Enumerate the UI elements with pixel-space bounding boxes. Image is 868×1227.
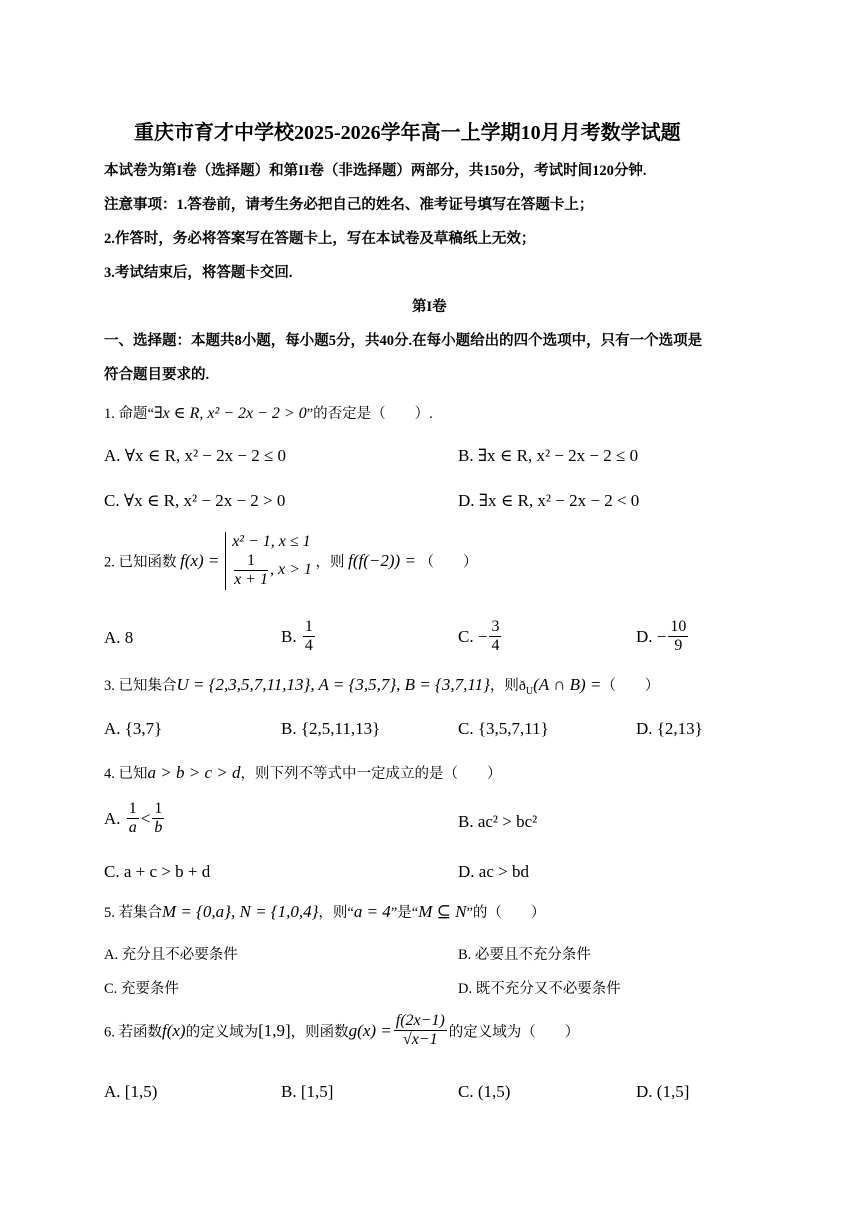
q2-case-2-num: 1: [234, 552, 268, 571]
q2-option-c-den: 4: [491, 637, 500, 655]
q2-option-c[interactable]: [458, 618, 503, 656]
q2-option-b[interactable]: [281, 618, 317, 656]
q4-option-a-den2: b: [154, 819, 163, 837]
question-3-stem: [104, 674, 659, 697]
note-1: 注意事项：1.答卷前，请考生务必把自己的姓名、准考证号填写在答题卡上；: [104, 197, 594, 213]
note-3: 3.考试结束后，将答题卡交回.: [104, 265, 293, 281]
q5-option-c[interactable]: C. 充要条件: [104, 981, 179, 997]
q4-option-b[interactable]: B. ac² > bc²: [458, 812, 538, 831]
q2-option-b-label: B.: [281, 626, 297, 646]
section-title: 第I卷: [412, 299, 447, 315]
q3-mid: ，则: [489, 678, 519, 694]
q4-option-a-op: <: [140, 808, 151, 828]
exam-intro: 本试卷为第I卷（选择题）和第II卷（非选择题）两部分，共150分，考试时间120分钟.: [104, 163, 647, 179]
q3-option-a[interactable]: A. {3,7}: [104, 719, 163, 738]
q3-math: U = {2,3,5,7,11,13}, A = {3,5,7}, B = {3,7,11}: [176, 675, 490, 694]
note-2: 2.作答时，务必将答案写在答题卡上，写在本试卷及草稿纸上无效；: [104, 231, 536, 247]
q1-option-c[interactable]: C. ∀x ∈ R, x² − 2x − 2 > 0: [104, 491, 286, 510]
q4-option-a[interactable]: [104, 800, 166, 838]
q2-prefix: 2. 已知函数: [104, 554, 177, 571]
q3-complement-sub: U: [525, 685, 534, 697]
q2-mid: ，则: [315, 554, 345, 571]
q1-option-b[interactable]: B. ∃x ∈ R, x² − 2x − 2 ≤ 0: [458, 446, 639, 465]
q2-suffix: （ ）: [419, 554, 478, 571]
section-instruction-1: 一、选择题：本题共8小题，每小题5分，共40分.在每小题给出的四个选项中，只有一个选项是: [104, 333, 703, 349]
q2-option-a[interactable]: A. 8: [104, 628, 134, 647]
q1-math: ∃x ∈ R, x² − 2x − 2 > 0: [153, 405, 307, 422]
q4-option-a-label: A.: [104, 808, 121, 828]
q6-prefix: 6. 若函数: [104, 1024, 162, 1041]
q5-option-a[interactable]: A. 充分且不必要条件: [104, 947, 238, 963]
q4-option-a-num2: 1: [152, 800, 164, 819]
q6-suffix: 的定义域为（ ）: [448, 1024, 580, 1041]
q2-func: f(x) =: [180, 550, 220, 570]
q3-complement-symbol: ð: [518, 679, 526, 694]
q4-prefix: 4. 已知: [104, 766, 148, 782]
q6-func: g(x) =: [348, 1020, 392, 1040]
q6-frac: [394, 1012, 447, 1050]
q5-option-d[interactable]: D. 既不充分又不必要条件: [458, 981, 621, 997]
q3-math-expr: (A ∩ B) =: [533, 675, 602, 694]
q3-suffix: （ ）: [601, 678, 660, 694]
question-4-stem: [104, 762, 501, 783]
q2-option-d-label: D.: [636, 626, 653, 646]
q6-option-a[interactable]: A. [1,5): [104, 1082, 158, 1101]
q2-option-d-num: 10: [668, 618, 688, 637]
q1-option-d[interactable]: D. ∃x ∈ R, x² − 2x − 2 < 0: [458, 491, 640, 510]
q6-mid2: ，则函数: [290, 1024, 349, 1041]
section-instruction-2: 符合题目要求的.: [104, 367, 210, 383]
q5-math3: M ⊆ N: [418, 902, 467, 921]
q3-prefix: 3. 已知集合: [104, 678, 177, 694]
question-1-stem: [104, 402, 433, 423]
q2-option-d-sign: −: [656, 626, 667, 646]
q3-option-c[interactable]: C. {3,5,7,11}: [458, 719, 549, 738]
question-6-stem: [104, 1012, 579, 1050]
q5-option-b[interactable]: B. 必要且不充分条件: [458, 947, 591, 963]
question-5-stem: [104, 901, 545, 922]
q6-mid: 的定义域为: [185, 1024, 259, 1041]
q2-case-2-den: x + 1: [234, 571, 268, 589]
q3-option-d[interactable]: D. {2,13}: [636, 719, 703, 738]
q2-option-d-den: 9: [674, 637, 683, 655]
q4-math: a > b > c > d: [147, 763, 241, 782]
page-title: 重庆市育才中学校2025-2026学年高一上学期10月月考数学试题: [134, 122, 681, 144]
q2-option-d[interactable]: [636, 618, 690, 656]
q4-suffix: ，则下列不等式中一定成立的是（ ）: [240, 766, 502, 782]
q2-eval: f(f(−2)) =: [348, 550, 416, 570]
q6-option-c[interactable]: C. (1,5): [458, 1082, 511, 1101]
q6-option-b[interactable]: B. [1,5]: [281, 1082, 334, 1101]
q5-math: M = {0,a}, N = {1,0,4}: [162, 902, 319, 921]
q4-option-a-den1: a: [128, 819, 137, 837]
q4-option-c[interactable]: C. a + c > b + d: [104, 862, 211, 881]
q6-option-d[interactable]: D. (1,5]: [636, 1082, 690, 1101]
q2-case-2-cond: , x > 1: [269, 561, 312, 579]
q5-prefix: 5. 若集合: [104, 905, 162, 921]
q2-option-c-num: 3: [489, 618, 501, 637]
q2-option-b-den: 4: [304, 637, 313, 655]
q5-mid2: ”是“: [390, 905, 419, 921]
q1-suffix: ”的否定是（ ）.: [306, 406, 433, 422]
q5-suffix: ”的（ ）: [466, 905, 546, 921]
question-2-stem: [104, 532, 478, 590]
q4-option-d[interactable]: D. ac > bd: [458, 862, 529, 881]
q5-math2: a = 4: [353, 902, 391, 921]
q5-mid: ，则“: [318, 905, 354, 921]
q2-case-1: x² − 1, x ≤ 1: [232, 533, 311, 550]
q6-math: f(x): [162, 1020, 186, 1040]
q2-option-c-label: C.: [458, 626, 474, 646]
q6-frac-den: √x−1: [402, 1031, 438, 1049]
q1-prefix: 1. 命题“: [104, 406, 154, 422]
q1-option-a[interactable]: A. ∀x ∈ R, x² − 2x − 2 ≤ 0: [104, 446, 287, 465]
q2-piecewise: [225, 532, 312, 590]
q4-option-a-num1: 1: [127, 800, 139, 819]
q2-option-c-sign: −: [477, 626, 488, 646]
q6-frac-num: f(2x−1): [394, 1012, 447, 1031]
q2-case-2-frac: [234, 552, 268, 590]
q3-option-b[interactable]: B. {2,5,11,13}: [281, 719, 381, 738]
q6-domain: [1,9]: [258, 1020, 291, 1040]
q2-option-b-num: 1: [303, 618, 315, 637]
